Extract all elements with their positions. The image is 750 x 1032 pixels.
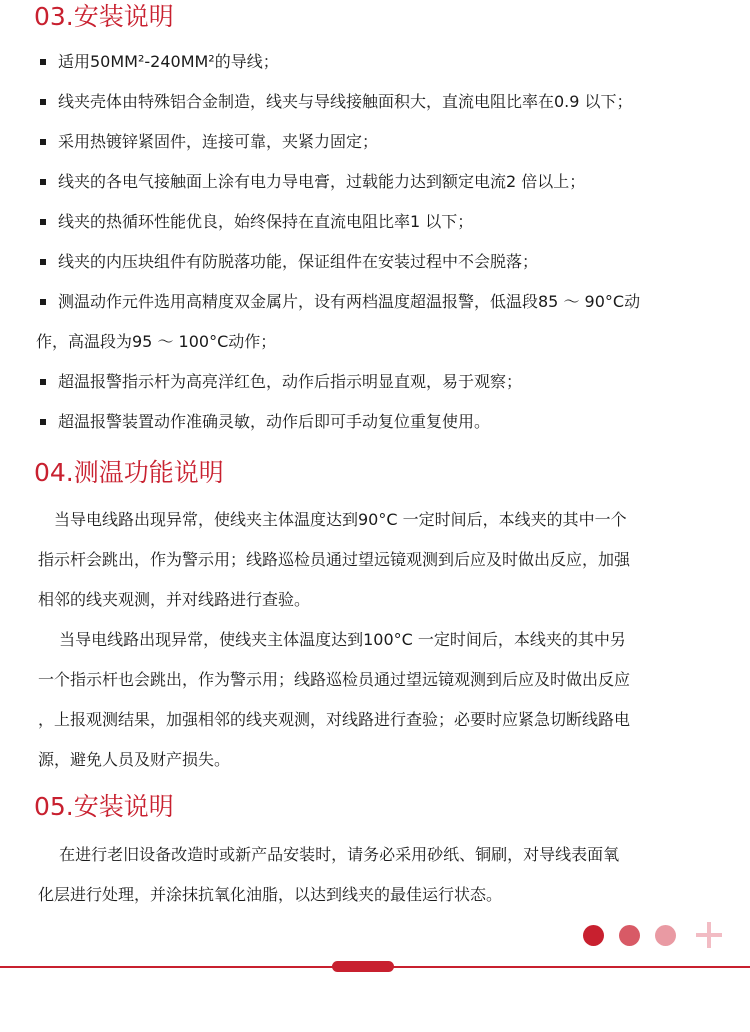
decor-dot-3 bbox=[655, 925, 676, 946]
section-05-paragraph: 在进行老旧设备改造时或新产品安装时，请务必采用砂纸、铜刷，对导线表面氧 化层进行处理，并涂抹抗氧化油脂，以达到线夹的最佳运行状态。 bbox=[38, 845, 620, 904]
bullet-icon bbox=[40, 299, 46, 305]
list-item: 超温报警装置动作准确灵敏，动作后即可手动复位重复使用。 bbox=[0, 402, 750, 442]
plus-icon bbox=[696, 922, 722, 948]
section-04-paragraph-1: 当导电线路出现异常，使线夹主体温度达到90°C 一定时间后，本线夹的其中一个 指示杆会跳出，作为警示用；线路巡检员通过望远镜观测到后应及时做出反应，加强 相邻的线夹观测，并对线路进行查验。 bbox=[38, 510, 631, 609]
bullet-icon bbox=[40, 139, 46, 145]
section-03-title: 03.安装说明 bbox=[34, 2, 174, 31]
list-item: 适用50MM²-240MM²的导线； bbox=[0, 42, 750, 82]
list-item: 测温动作元件选用高精度双金属片，设有两档温度超温报警，低温段85 ～ 90°C动 作，高温段为95 ～ 100°C动作； bbox=[36, 292, 641, 351]
list-item: 采用热镀锌紧固件，连接可靠，夹紧力固定； bbox=[0, 122, 750, 162]
bullet-icon bbox=[40, 179, 46, 185]
list-item: 线夹壳体由特殊铝合金制造，线夹与导线接触面积大，直流电阻比率在0.9 以下； bbox=[0, 82, 750, 122]
list-item: 线夹的内压块组件有防脱落功能，保证组件在安装过程中不会脱落； bbox=[0, 242, 750, 282]
list-item: 线夹的热循环性能优良，始终保持在直流电阻比率1 以下； bbox=[0, 202, 750, 242]
footer-pill bbox=[332, 961, 394, 972]
section-04-title: 04.测温功能说明 bbox=[34, 458, 224, 487]
bullet-icon bbox=[40, 99, 46, 105]
bullet-icon bbox=[40, 379, 46, 385]
bullet-icon bbox=[40, 59, 46, 65]
section-05-title: 05.安装说明 bbox=[34, 792, 174, 821]
list-item: 线夹的各电气接触面上涂有电力导电膏，过载能力达到额定电流2 倍以上； bbox=[0, 162, 750, 202]
bullet-icon bbox=[40, 219, 46, 225]
list-item: 超温报警指示杆为高亮洋红色，动作后指示明显直观，易于观察； bbox=[0, 362, 750, 402]
section-04-paragraph-2: 当导电线路出现异常，使线夹主体温度达到100°C 一定时间后，本线夹的其中另 一个指示杆也会跳出，作为警示用；线路巡检员通过望远镜观测到后应及时做出反应 ，上报观测结果，加强相邻的线夹观测，对线路进行查验；必要时应紧急切断线路电 源，避免人员及财产损失。 bbox=[38, 630, 631, 769]
bullet-icon bbox=[40, 419, 46, 425]
bullet-icon bbox=[40, 259, 46, 265]
decor-dot-2 bbox=[619, 925, 640, 946]
section-03-list bbox=[0, 42, 750, 442]
decor-dot-1 bbox=[583, 925, 604, 946]
